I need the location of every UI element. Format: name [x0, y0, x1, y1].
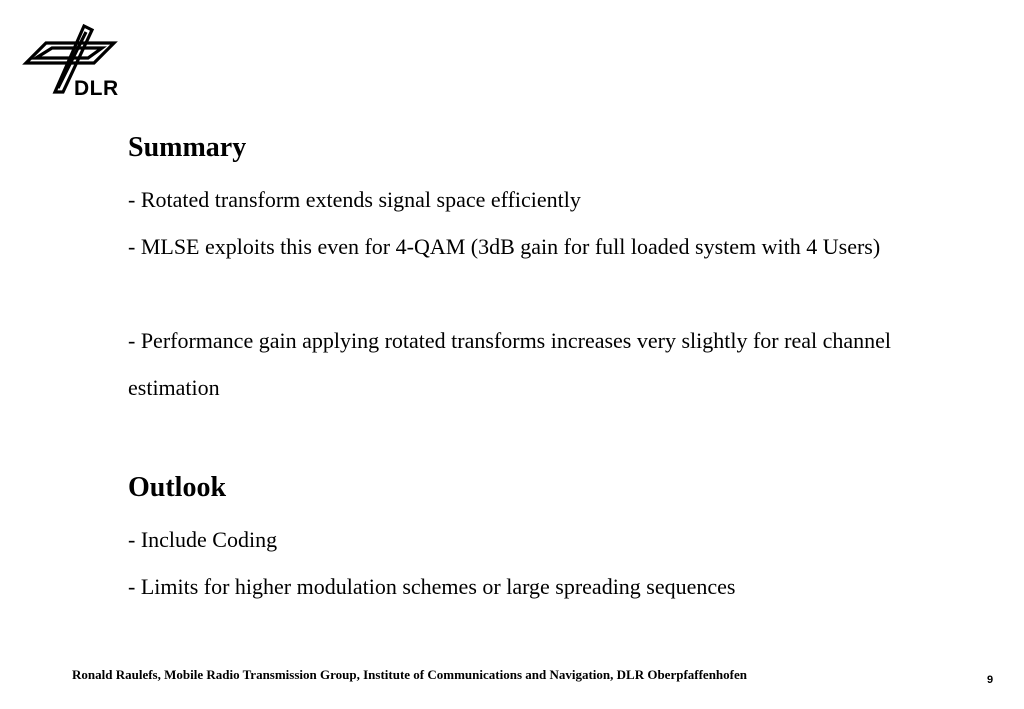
logo-text: DLR: [74, 77, 119, 100]
outlook-item-2: - Limits for higher modulation schemes or large spreading sequences: [128, 574, 736, 599]
outlook-item-1: - Include Coding: [128, 527, 278, 552]
dlr-logo: [22, 22, 118, 102]
footer-credit: Ronald Raulefs, Mobile Radio Transmission Group, Institute of Communications and Navigation, DLR Oberpfaffenhofen: [72, 667, 747, 682]
outlook-heading: Outlook: [128, 472, 227, 503]
summary-item-3: - Performance gain applying rotated transforms increases very slightly for real channel estimation: [128, 328, 891, 400]
summary-item-2: - MLSE exploits this even for 4-QAM (3dB gain for full loaded system with 4 Users): [128, 234, 881, 259]
summary-item-1: - Rotated transform extends signal space efficiently: [128, 187, 581, 212]
page-number: 9: [987, 674, 994, 686]
summary-heading: Summary: [128, 132, 247, 163]
